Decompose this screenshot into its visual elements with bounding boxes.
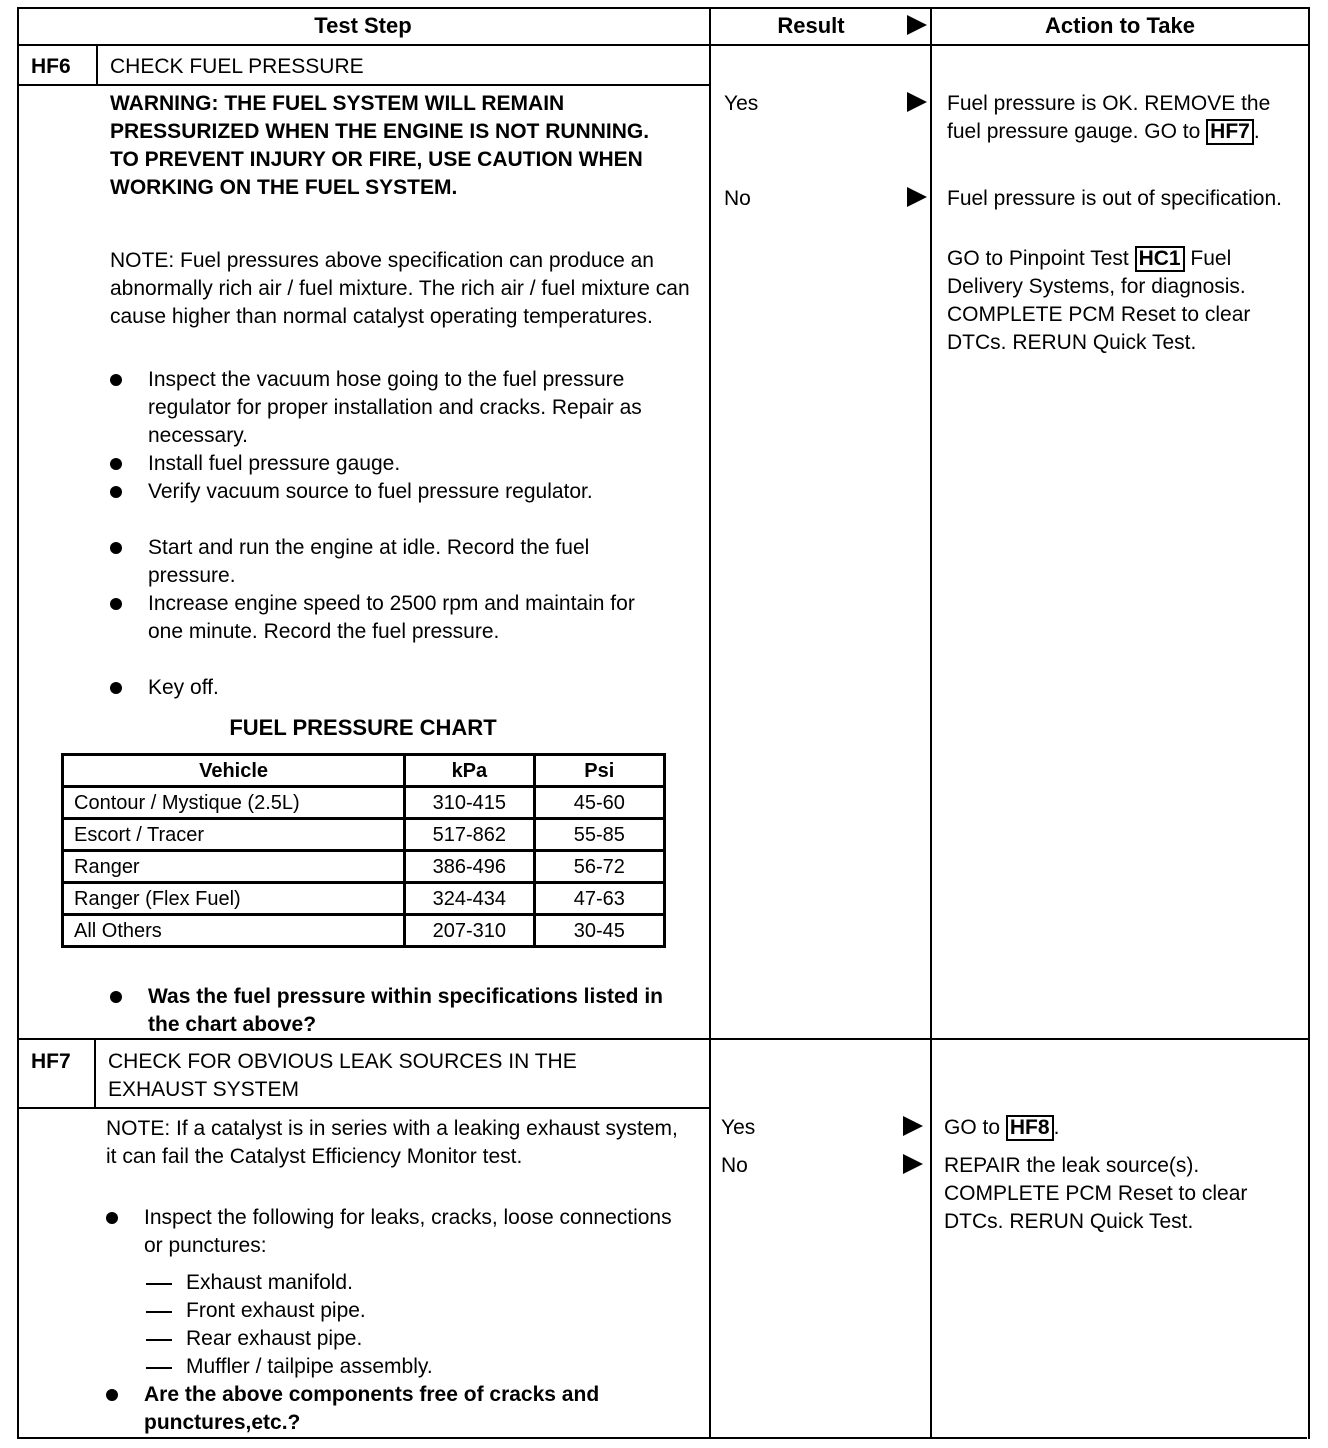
hf6-step-6 [110,674,610,702]
cell-psi: 47-63 [534,883,664,915]
hf6-action-no-2b-text: Fuel Delivery Systems, for diagnosis. COMPLETE PCM Reset to clear DTCs. RERUN Quick Test. [947,247,1251,354]
bullet-icon [106,1212,118,1224]
hf7-note: NOTE: If a catalyst is in series with a leaking exhaust system, it can fail the Catalyst Efficiency Monitor test. [106,1117,678,1168]
hf6-step-4 [110,534,655,590]
cell-vehicle: Ranger (Flex Fuel) [63,883,405,915]
bullet-icon [110,542,122,554]
hf6-step-1-text: Inspect the vacuum hose going to the fuel pressure regulator for proper installation and cracks. Repair as necessary. [148,368,642,447]
hf7-step-text: Inspect the following for leaks, cracks, loose connections or punctures: [144,1206,672,1257]
hf7-component-4 [146,1353,433,1381]
dash-icon [146,1367,172,1369]
bullet-icon [110,991,122,1003]
hf6-step-5-text: Increase engine speed to 2500 rpm and maintain for one minute. Record the fuel pressure. [148,592,635,643]
col-header-psi: Psi [534,755,664,787]
hf6-step-1 [110,366,670,450]
hf6-result-yes: Yes [724,92,759,115]
hf6-step-6-text: Key off. [148,676,219,699]
hf7-component-4-text: Muffler / tailpipe assembly. [186,1355,433,1378]
hf6-result-no: No [724,187,751,210]
fuel-pressure-table [61,753,666,948]
hf6-note: NOTE: Fuel pressures above specification can produce an abnormally rich air / fuel mixture. The rich air / fuel mixture can cause higher than normal catalyst operating temperatures. [110,249,690,328]
hf7-component-1-text: Exhaust manifold. [186,1271,353,1294]
hf7-ref-link[interactable]: HF7 [1206,119,1254,145]
hf6-title: CHECK FUEL PRESSURE [110,55,364,78]
dash-icon [146,1339,172,1341]
hf6-step-4-text: Start and run the engine at idle. Record the fuel pressure. [148,536,590,587]
hf6-step-3-text: Verify vacuum source to fuel pressure regulator. [148,480,593,503]
hf7-result-yes: Yes [721,1116,756,1139]
hf7-id-divider [94,1038,96,1107]
table-row [63,883,665,915]
frame-left [17,7,19,1439]
cell-vehicle: Ranger [63,851,405,883]
hf7-component-1 [146,1269,353,1297]
header-arrow-icon [907,15,927,35]
hf6-action-no-1: Fuel pressure is out of specification. [947,187,1282,210]
table-row [63,819,665,851]
hf6-step-3 [110,478,610,506]
cell-kpa: 517-862 [405,819,534,851]
hf7-component-3 [146,1325,362,1353]
frame-bottom [17,1437,1307,1439]
cell-psi: 56-72 [534,851,664,883]
col-header-kpa: kPa [405,755,534,787]
hf7-title: CHECK FOR OBVIOUS LEAK SOURCES IN THE EXHAUST SYSTEM [108,1050,577,1101]
hf7-component-2 [146,1297,366,1325]
table-row [63,787,665,819]
hf6-id: HF6 [31,55,71,78]
cell-psi: 55-85 [534,819,664,851]
bullet-icon [110,486,122,498]
col-divider-action [930,7,932,1439]
hf7-id: HF7 [31,1050,71,1073]
hf8-ref-link[interactable]: HF8 [1006,1115,1054,1141]
cell-vehicle: All Others [63,915,405,947]
header-action: Action to Take [1045,13,1195,38]
bullet-icon [110,682,122,694]
table-row [63,915,665,947]
hf7-action-no: REPAIR the leak source(s). COMPLETE PCM Reset to clear DTCs. RERUN Quick Test. [944,1154,1248,1233]
arrow-right-icon [907,187,927,207]
fuel-chart-title: FUEL PRESSURE CHART [229,715,497,740]
cell-kpa: 310-415 [405,787,534,819]
table-row [63,851,665,883]
frame-right [1308,7,1310,1439]
hf7-action-yes-text: GO to [944,1116,1001,1139]
cell-kpa: 207-310 [405,915,534,947]
col-header-vehicle: Vehicle [63,755,405,787]
bullet-icon [110,598,122,610]
cell-kpa: 386-496 [405,851,534,883]
hf6-action-yes-text: Fuel pressure is OK. REMOVE the fuel pressure gauge. GO to [947,92,1271,143]
frame-top [17,7,1310,9]
hf6-action-yes: Fuel pressure is OK. REMOVE the fuel pressure gauge. GO to HF7 . [947,92,1271,143]
hf6-action-no-2 [947,245,1307,357]
hf6-title-underline [17,84,709,86]
hf6-id-divider [96,44,98,84]
hf7-component-2-text: Front exhaust pipe. [186,1299,366,1322]
hf6-action-no-2a-text: GO to Pinpoint Test [947,247,1129,270]
bullet-icon [110,374,122,386]
hf6-step-5 [110,590,640,646]
dash-icon [146,1283,172,1285]
bullet-icon [110,458,122,470]
hf7-question [106,1381,666,1437]
cell-kpa: 324-434 [405,883,534,915]
header-test-step: Test Step [314,13,412,38]
arrow-right-icon [903,1116,923,1136]
hf6-question-text: Was the fuel pressure within specifications listed in the chart above? [148,985,664,1036]
header-result: Result [777,13,845,38]
cell-vehicle: Contour / Mystique (2.5L) [63,787,405,819]
cell-vehicle: Escort / Tracer [63,819,405,851]
arrow-right-icon [907,92,927,112]
hf6-question [110,983,680,1039]
hf7-result-no: No [721,1154,748,1177]
table-header-row [63,755,665,787]
dash-icon [146,1311,172,1313]
hf7-component-3-text: Rear exhaust pipe. [186,1327,363,1350]
hf7-step [106,1204,676,1260]
hf6-warning: WARNING: THE FUEL SYSTEM WILL REMAIN PRESSURIZED WHEN THE ENGINE IS NOT RUNNING. TO PREVENT INJURY OR FIRE, USE CAUTION WHEN WORKING ON THE FUEL SYSTEM. [110,92,650,199]
bullet-icon [106,1389,118,1401]
cell-psi: 30-45 [534,915,664,947]
arrow-right-icon [903,1154,923,1174]
cell-psi: 45-60 [534,787,664,819]
header-divider [17,44,1310,46]
hc1-ref-link[interactable]: HC1 [1135,246,1185,272]
hf7-question-text: Are the above components free of cracks and punctures,etc.? [144,1383,600,1434]
hf7-title-underline [17,1107,709,1109]
hf6-step-2 [110,450,670,478]
hf7-action-yes: GO to HF8 . [944,1116,1060,1139]
hf6-step-2-text: Install fuel pressure gauge. [148,452,401,475]
col-divider-result [709,7,711,1439]
